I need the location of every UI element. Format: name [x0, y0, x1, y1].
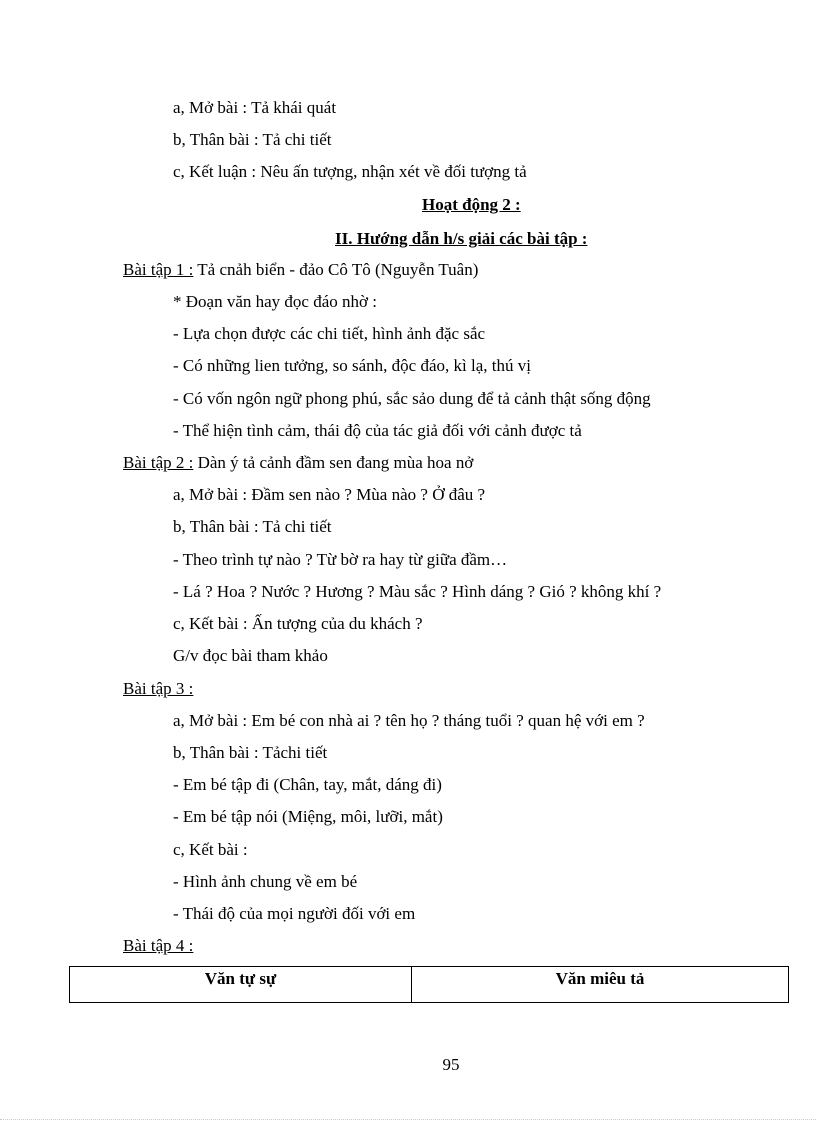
text-line: G/v đọc bài tham khảo [173, 646, 328, 665]
outline-body: b, Thân bài : Tả chi tiết [173, 130, 332, 149]
text-line: - Lá ? Hoa ? Nước ? Hương ? Màu sắc ? Hình dáng ? Gió ? không khí ? [173, 582, 662, 601]
text-line: - Theo trình tự nào ? Từ bờ ra hay từ giữa đầm… [173, 550, 508, 569]
outline-conclusion: c, Kết luận : Nêu ấn tượng, nhận xét về đối tượng tả [173, 162, 527, 181]
text-line: a, Mở bài : Em bé con nhà ai ? tên họ ? tháng tuổi ? quan hệ với em ? [173, 711, 645, 730]
exercise-1-label: Bài tập 1 : [123, 260, 194, 279]
exercise-1 [123, 259, 478, 281]
exercise-4-label: Bài tập 4 : [123, 936, 194, 955]
text-line: - Hình ảnh chung về em bé [173, 872, 358, 891]
comparison-table [69, 966, 789, 1003]
table-header-descriptive: Văn miêu tả [412, 967, 789, 1003]
activity-heading: Hoạt động 2 : [422, 195, 521, 214]
text-line: b, Thân bài : Tả chi tiết [173, 517, 332, 536]
text-line: - Thái độ của mọi người đối với em [173, 904, 416, 923]
exercise-1-text: Tả cnảh biển - đảo Cô Tô (Nguyễn Tuân) [193, 260, 479, 279]
text-line: - Em bé tập đi (Chân, tay, mắt, dáng đi) [173, 775, 442, 794]
exercise-3-label: Bài tập 3 : [123, 679, 194, 698]
text-line: * Đoạn văn hay đọc đáo nhờ : [173, 292, 377, 311]
text-line: - Có vốn ngôn ngữ phong phú, sắc sảo dung để tả cảnh thật sống động [173, 389, 651, 408]
text-line: c, Kết bài : [173, 840, 248, 859]
page-divider [0, 1119, 816, 1120]
table-header-row [70, 967, 789, 1003]
exercise-2-text: Dàn ý tả cảnh đầm sen đang mùa hoa nở [193, 453, 474, 472]
exercise-2-label: Bài tập 2 : [123, 453, 194, 472]
text-line: - Có những lien tưởng, so sánh, độc đáo, kì lạ, thú vị [173, 356, 531, 375]
exercise-2 [123, 452, 473, 474]
page-number: 95 [442, 1055, 460, 1074]
text-line: b, Thân bài : Tảchi tiết [173, 743, 328, 762]
table-header-narrative: Văn tự sự [70, 967, 412, 1003]
text-line: a, Mở bài : Đầm sen nào ? Mùa nào ? Ở đâu ? [173, 485, 486, 504]
text-line: - Lựa chọn được các chi tiết, hình ảnh đặc sắc [173, 324, 486, 343]
text-line: c, Kết bài : Ấn tượng của du khách ? [173, 614, 423, 633]
text-line: - Em bé tập nói (Miệng, môi, lưỡi, mắt) [173, 807, 443, 826]
text-line: - Thể hiện tình cảm, thái độ của tác giả đối với cảnh được tả [173, 421, 582, 440]
section-heading: II. Hướng dẫn h/s giải các bài tập : [335, 229, 588, 248]
outline-intro: a, Mở bài : Tả khái quát [173, 98, 337, 117]
